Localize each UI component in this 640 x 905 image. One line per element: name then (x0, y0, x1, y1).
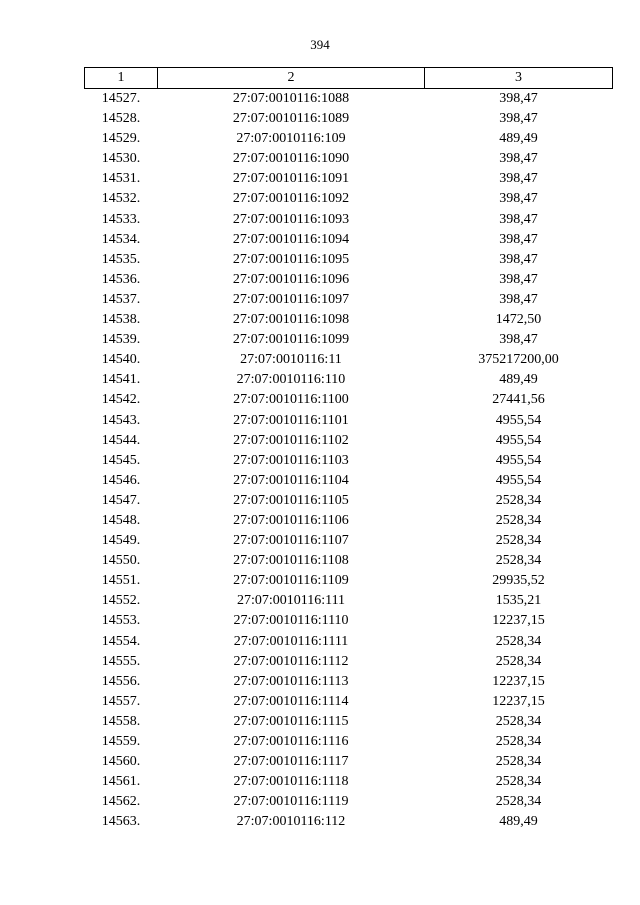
cadastral-number: 27:07:0010116:1099 (232, 332, 350, 348)
row-number: 14533. (101, 211, 141, 227)
row-number: 14560. (101, 754, 141, 770)
row-number: 14541. (101, 372, 141, 388)
row-number: 14538. (101, 312, 141, 328)
row-number: 14542. (101, 392, 141, 408)
cadastral-number: 27:07:0010116:1116 (233, 734, 349, 749)
row-number: 14540. (101, 352, 141, 368)
value: 1535,21 (495, 593, 542, 609)
cadastral-number: 27:07:0010116:1095 (232, 251, 350, 267)
row-number: 14546. (101, 472, 141, 488)
value: 27441,56 (492, 392, 545, 408)
value: 489,49 (499, 131, 538, 147)
cadastral-number: 27:07:0010116:1119 (233, 794, 349, 810)
value: 1472,50 (495, 312, 542, 328)
table-row (85, 812, 613, 832)
row-number: 14561. (101, 774, 141, 790)
cadastral-number: 27:07:0010116:1112 (233, 653, 349, 669)
row-number: 14544. (101, 432, 141, 448)
row-number: 14551. (101, 573, 141, 589)
table-row (85, 129, 613, 149)
value: 2528,34 (495, 553, 542, 569)
table-row (85, 672, 613, 692)
cadastral-number: 27:07:0010116:1100 (233, 392, 349, 408)
table-row (85, 109, 613, 129)
value: 29935,52 (492, 573, 545, 589)
cadastral-number: 27:07:0010116:1109 (233, 573, 349, 589)
value: 2528,34 (495, 774, 542, 790)
row-number: 14549. (101, 533, 141, 549)
header-cell-1: 1 (85, 68, 158, 89)
table-row (85, 290, 613, 310)
row-number: 14534. (101, 231, 141, 247)
value: 398,47 (499, 111, 538, 127)
row-number: 14528. (101, 111, 141, 127)
value: 398,47 (499, 332, 538, 348)
row-number: 14558. (101, 713, 141, 729)
value: 398,47 (499, 291, 538, 307)
row-number: 14555. (101, 653, 141, 669)
value: 4955,54 (495, 472, 542, 488)
table-row (85, 551, 613, 571)
cadastral-number: 27:07:0010116:1104 (233, 472, 349, 488)
table-row (85, 230, 613, 250)
table-row (85, 310, 613, 330)
value: 398,47 (499, 251, 538, 267)
table-row (85, 451, 613, 471)
cadastral-number: 27:07:0010116:1105 (233, 492, 349, 508)
cadastral-number: 27:07:0010116:1114 (233, 693, 349, 709)
cadastral-number: 27:07:0010116:1098 (232, 312, 350, 328)
value: 398,47 (499, 231, 538, 247)
cadastral-number: 27:07:0010116:1097 (232, 291, 350, 307)
cadastral-number: 27:07:0010116:11 (240, 352, 342, 368)
cadastral-number: 27:07:0010116:1110 (233, 613, 349, 629)
cadastral-number: 27:07:0010116:1108 (233, 553, 349, 569)
cadastral-number: 27:07:0010116:1092 (232, 191, 350, 207)
table-row (85, 270, 613, 290)
value: 2528,34 (495, 754, 542, 770)
value: 2528,34 (495, 794, 542, 810)
cadastral-number: 27:07:0010116:112 (236, 814, 346, 830)
value: 398,47 (499, 171, 538, 187)
value: 375217200,00 (478, 352, 559, 368)
table-row (85, 632, 613, 652)
table-row (85, 591, 613, 611)
header-cell-3: 3 (425, 68, 613, 89)
table-row (85, 712, 613, 732)
value: 398,47 (499, 211, 538, 227)
row-number: 14527. (101, 91, 141, 106)
table-row (85, 511, 613, 531)
cadastral-number: 27:07:0010116:1102 (233, 432, 349, 448)
value: 398,47 (499, 151, 538, 167)
cadastral-number: 27:07:0010116:110 (236, 372, 346, 388)
row-number: 14562. (101, 794, 141, 810)
table-row (85, 732, 613, 752)
table-row (85, 471, 613, 491)
table-row (85, 250, 613, 270)
cadastral-number: 27:07:0010116:1113 (233, 673, 349, 689)
cadastral-table (84, 67, 613, 832)
cadastral-number: 27:07:0010116:111 (236, 593, 346, 609)
cadastral-number: 27:07:0010116:1103 (233, 452, 349, 468)
value: 2528,34 (495, 633, 542, 649)
row-number: 14535. (101, 251, 141, 267)
cadastral-number: 27:07:0010116:1106 (233, 512, 349, 528)
cadastral-number: 27:07:0010116:1117 (233, 754, 349, 770)
value: 12237,15 (492, 693, 545, 709)
table-row (85, 189, 613, 209)
value: 12237,15 (492, 673, 545, 689)
value: 398,47 (499, 271, 538, 287)
cadastral-number: 27:07:0010116:1101 (233, 412, 349, 428)
value: 489,49 (499, 372, 538, 388)
cadastral-number: 27:07:0010116:1111 (233, 633, 349, 649)
table-header (85, 68, 613, 89)
header-row (85, 68, 613, 89)
table-row (85, 210, 613, 230)
table-row (85, 411, 613, 431)
row-number: 14563. (101, 814, 141, 830)
row-number: 14545. (101, 452, 141, 468)
row-number: 14537. (101, 291, 141, 307)
table-row (85, 772, 613, 792)
value: 4955,54 (495, 432, 542, 448)
table-row (85, 169, 613, 189)
value: 2528,34 (495, 734, 542, 749)
value: 2528,34 (495, 653, 542, 669)
header-cell-2: 2 (158, 68, 425, 89)
row-number: 14532. (101, 191, 141, 207)
row-number: 14559. (101, 734, 141, 749)
table-row (85, 370, 613, 390)
row-number: 14552. (101, 593, 141, 609)
table-row (85, 652, 613, 672)
cadastral-number: 27:07:0010116:1118 (233, 774, 349, 790)
row-number: 14550. (101, 553, 141, 569)
table-row (85, 350, 613, 370)
table-row (85, 611, 613, 631)
value: 2528,34 (495, 492, 542, 508)
table-row (85, 89, 613, 110)
value: 398,47 (499, 191, 538, 207)
table-row (85, 531, 613, 551)
table-row (85, 431, 613, 451)
page-number: 394 (310, 37, 330, 52)
cadastral-number: 27:07:0010116:1090 (232, 151, 350, 167)
cadastral-number: 27:07:0010116:1096 (232, 271, 350, 287)
value: 12237,15 (492, 613, 545, 629)
cadastral-number: 27:07:0010116:1093 (232, 211, 350, 227)
cadastral-number: 27:07:0010116:1115 (233, 713, 349, 729)
table-row (85, 752, 613, 772)
row-number: 14554. (101, 633, 141, 649)
value: 2528,34 (495, 512, 542, 528)
value: 489,49 (499, 814, 538, 830)
row-number: 14536. (101, 271, 141, 287)
row-number: 14531. (101, 171, 141, 187)
cadastral-number: 27:07:0010116:1089 (232, 111, 350, 127)
table-row (85, 330, 613, 350)
value: 4955,54 (495, 452, 542, 468)
row-number: 14557. (101, 693, 141, 709)
value: 398,47 (499, 91, 538, 106)
cadastral-number: 27:07:0010116:109 (236, 131, 346, 147)
row-number: 14529. (101, 131, 141, 147)
row-number: 14543. (101, 412, 141, 428)
row-number: 14530. (101, 151, 141, 167)
row-number: 14539. (101, 332, 141, 348)
table-body (85, 89, 613, 833)
table-row (85, 390, 613, 410)
table-row (85, 692, 613, 712)
value: 4955,54 (495, 412, 542, 428)
row-number: 14553. (101, 613, 141, 629)
row-number: 14548. (101, 512, 141, 528)
table-row (85, 491, 613, 511)
cadastral-number: 27:07:0010116:1091 (232, 171, 350, 187)
row-number: 14547. (101, 492, 141, 508)
cadastral-number: 27:07:0010116:1094 (232, 231, 350, 247)
row-number: 14556. (101, 673, 141, 689)
cadastral-number: 27:07:0010116:1107 (233, 533, 349, 549)
table-row (85, 571, 613, 591)
value: 2528,34 (495, 533, 542, 549)
cadastral-number: 27:07:0010116:1088 (232, 91, 350, 106)
table-row (85, 149, 613, 169)
value: 2528,34 (495, 713, 542, 729)
table-row (85, 792, 613, 812)
